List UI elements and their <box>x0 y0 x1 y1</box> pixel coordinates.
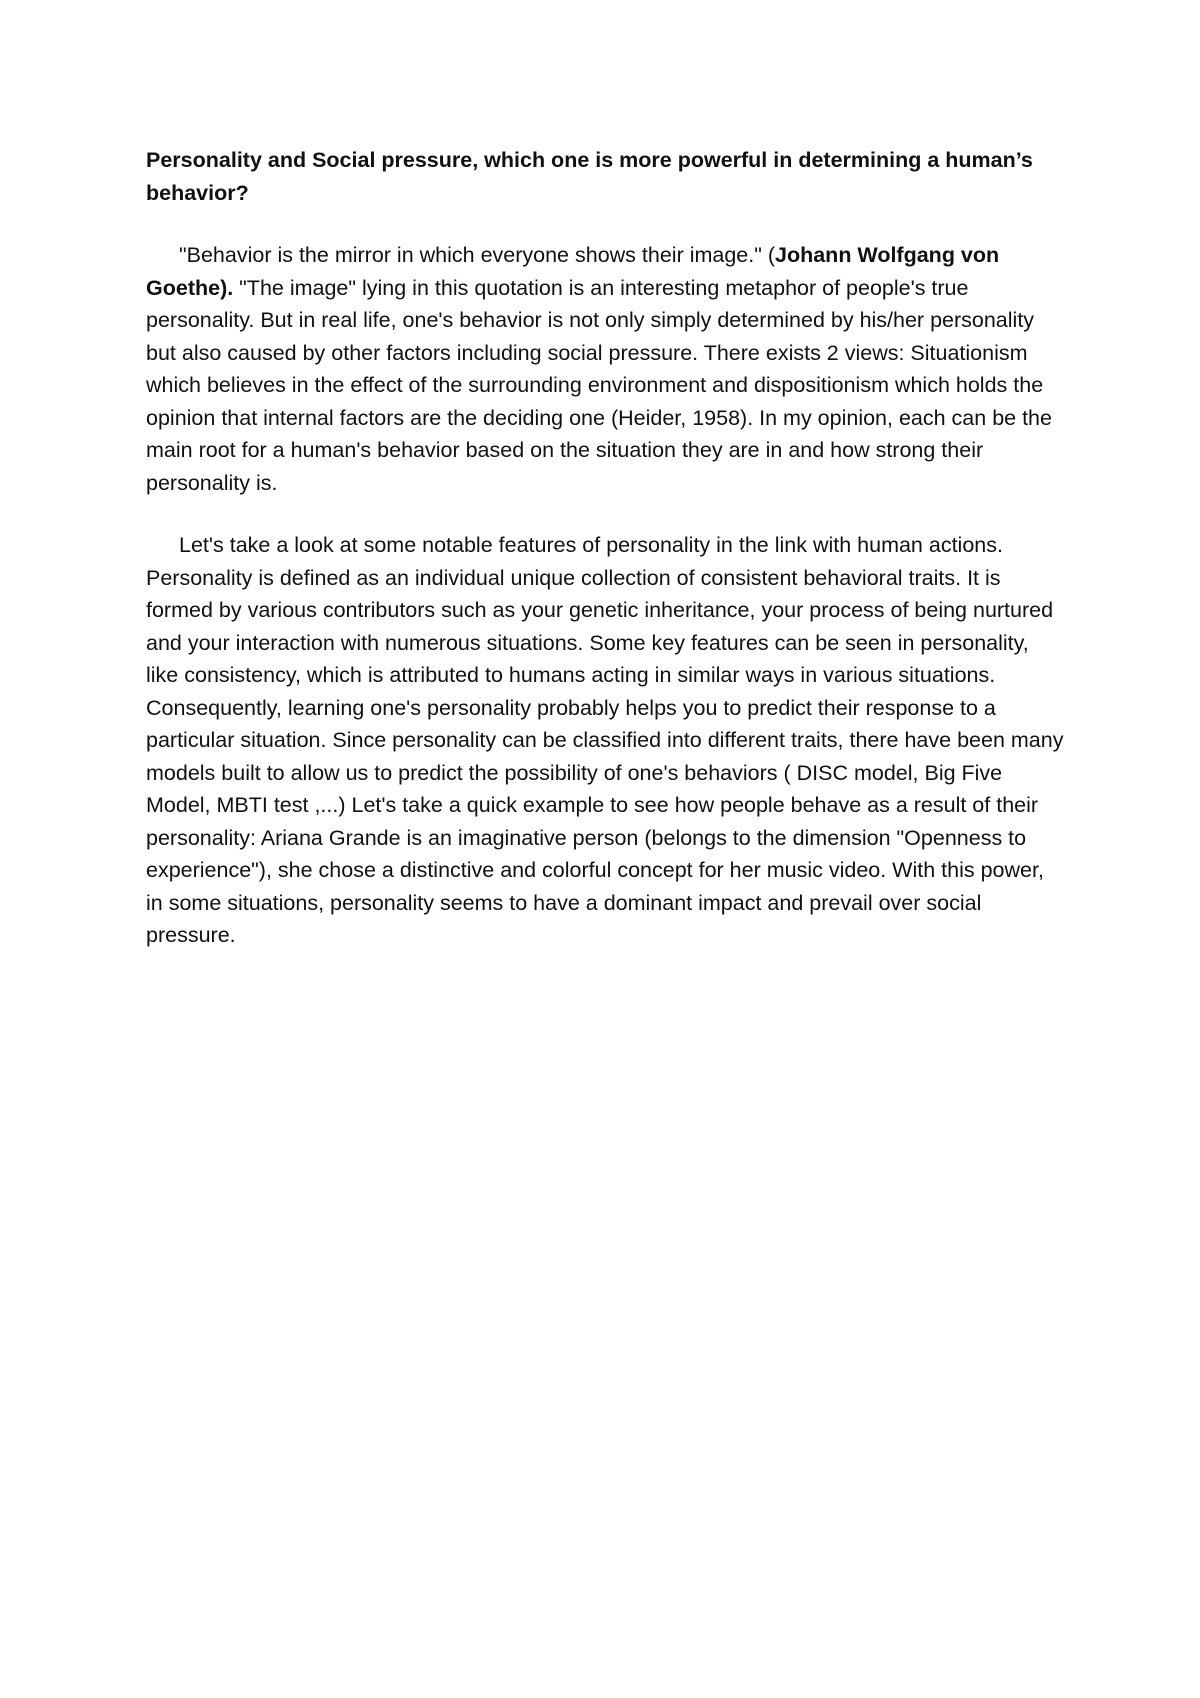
paragraph-1-body: "The image" lying in this quotation is an interesting metaphor of people's true personality. But in real life, one's behavior is not only simply determined by his/her personality but also caused by other factors including social pressure. There exists 2 views: Situationism which believes in the effect of the surrounding environment and dispositionism which holds the opinion that internal factors are the deciding one (Heider, 1958). In my opinion, each can be the main root for a human's behavior based on the situation they are in and how strong their personality is. <box>146 275 1052 495</box>
document-title: Personality and Social pressure, which one is more powerful in determining a human’s behavior? <box>146 148 1033 205</box>
document-body <box>146 144 1066 952</box>
paragraph-2: Let's take a look at some notable features of personality in the link with human actions. Personality is defined as an individual unique collection of consistent behavioral traits. It is formed by various contributors such as your genetic inheritance, your process of being nurtured and your interaction with numerous situations. Some key features can be seen in personality, like consistency, which is attributed to humans acting in similar ways in various situations. Consequently, learning one's personality probably helps you to predict their response to a particular situation. Since personality can be classified into different traits, there have been many models built to allow us to predict the possibility of one's behaviors ( DISC model, Big Five Model, MBTI test ,...) Let's take a quick example to see how people behave as a result of their personality: Ariana Grande is an imaginative person (belongs to the dimension "Openness to experience"), she chose a distinctive and colorful concept for her music video. With this power, in some situations, personality seems to have a dominant impact and prevail over social pressure. <box>146 533 1064 947</box>
paragraph-1 <box>146 239 1066 499</box>
quote-author: Johann Wolfgang von Goethe). <box>146 243 1000 300</box>
goethe-quote: "Behavior is the mirror in which everyone shows their image." ( <box>179 243 775 267</box>
